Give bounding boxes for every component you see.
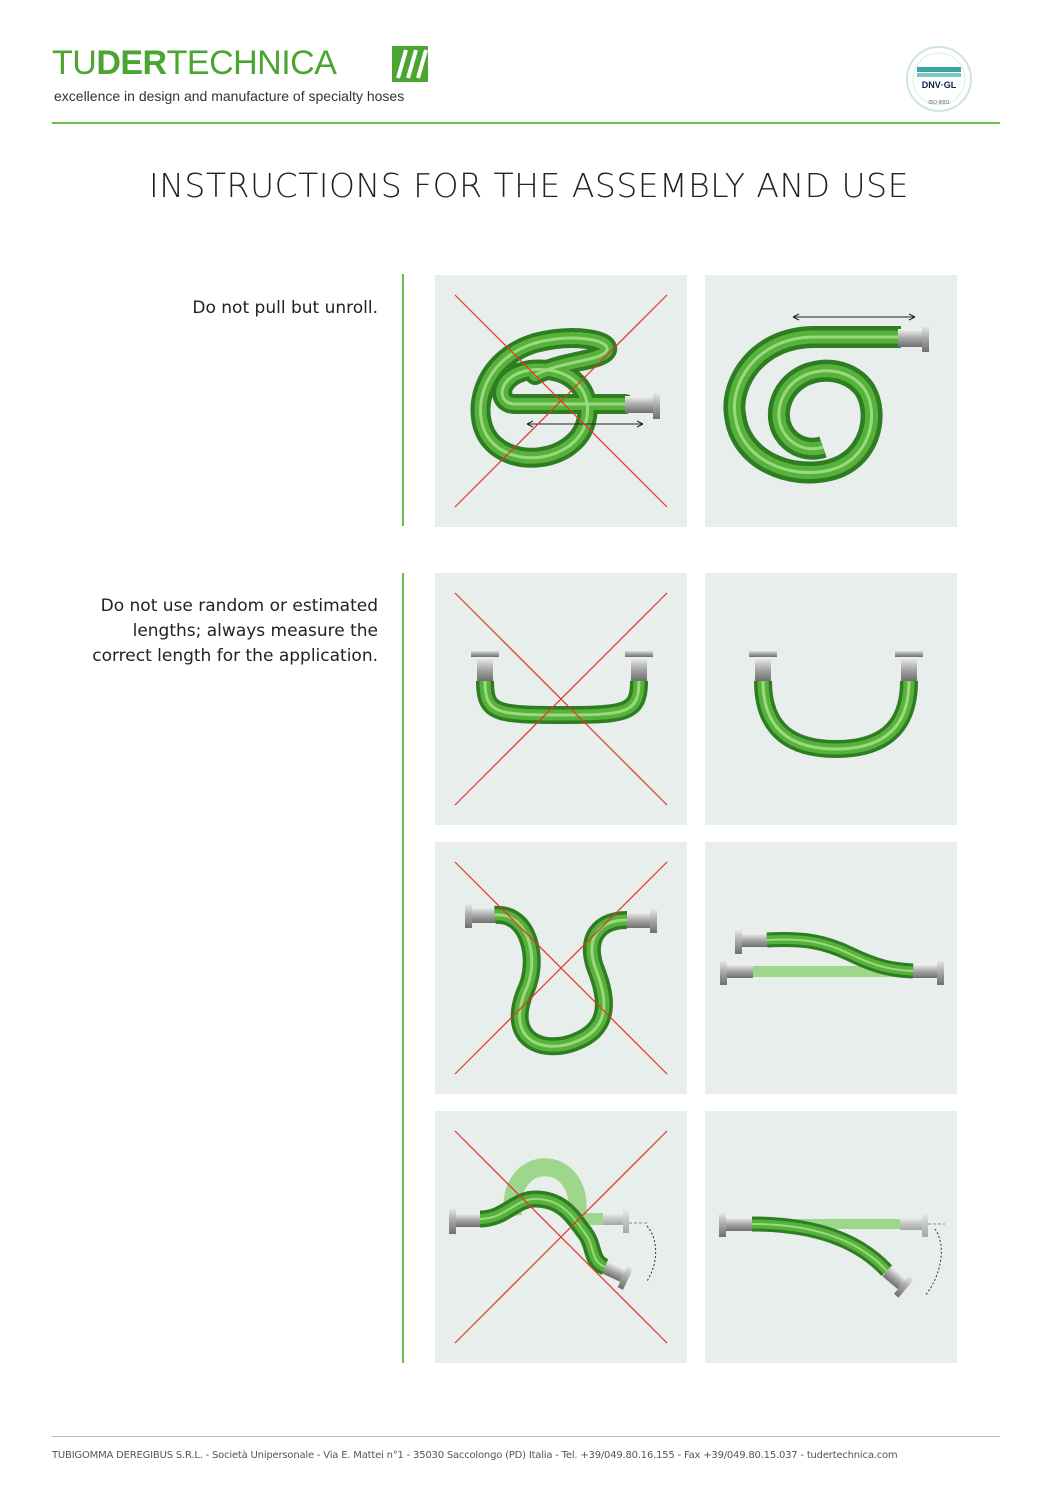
panel-angular-bad (435, 1111, 687, 1363)
panel-coil-unroll (705, 275, 957, 527)
brand-logo (52, 40, 472, 110)
page-title: INSTRUCTIONS FOR THE ASSEMBLY AND USE (149, 166, 909, 205)
panel-straight-offset (705, 842, 957, 1094)
header-divider (52, 122, 1000, 124)
dnv-gl-certification-icon (898, 44, 980, 114)
section-2-line-3: correct length for the application. (92, 646, 378, 666)
cert-mark: DNV·GL (921, 80, 957, 90)
panel-coil-pull (435, 275, 687, 527)
brand-name-part2: DER (96, 44, 167, 82)
brand-name-part3: TECHNICA (166, 44, 337, 82)
panel-short-u (435, 573, 687, 825)
brand-name (52, 40, 336, 86)
cert-standard: ISO 9001 (928, 100, 950, 106)
footer-company-info: TUBIGOMMA DEREGIBUS S.R.L. - Società Unipersonale - Via E. Mattei n°1 - 35030 Saccolongo (PD) Italia - Tel. +39/049.80.16.155 - Fax +39/049.80.15.037 - tudertechnica.com (52, 1450, 898, 1461)
section-2-text (58, 594, 378, 669)
panel-angular-good (705, 1111, 957, 1363)
section-1-divider (402, 274, 404, 526)
section-1-text: Do not pull but unroll. (192, 298, 378, 318)
brand-tagline: excellence in design and manufacture of specialty hoses (54, 88, 405, 104)
hose-logo-icon (392, 46, 428, 82)
panel-proper-u (705, 573, 957, 825)
section-2-line-2: lengths; always measure the (132, 621, 378, 641)
brand-name-part1: TU (52, 44, 97, 82)
panel-loop-excess (435, 842, 687, 1094)
section-2-line-1: Do not use random or estimated (100, 596, 378, 616)
section-2-divider (402, 573, 404, 1363)
footer-divider (52, 1436, 1000, 1437)
